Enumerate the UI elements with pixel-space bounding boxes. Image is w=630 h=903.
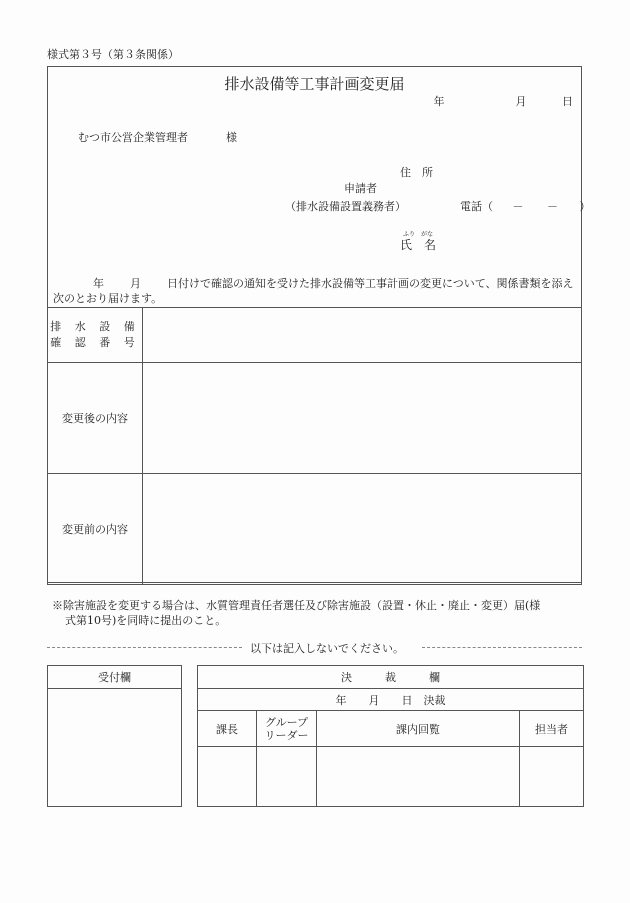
phone-label: 電話（ (460, 200, 493, 213)
col-internal-circulation: 課内回覧 (317, 711, 520, 747)
para-text: 日付けで確認の通知を受けた排水設備等工事計画の変更について、関係書類を添え次のとおり届けます。 (53, 277, 574, 305)
phone-separator: － (547, 200, 558, 213)
applicant-label: 申請者 (344, 182, 377, 195)
decision-box (197, 665, 584, 807)
name-label: 氏 名 (400, 238, 437, 252)
col-section-chief: 課長 (198, 711, 257, 747)
table-row (48, 308, 582, 363)
date-day-field[interactable]: 日 (562, 95, 573, 108)
date-year-field[interactable]: 年 (433, 95, 445, 108)
dashed-divider (422, 647, 582, 648)
label-line: 確 認 番 号 (50, 336, 140, 349)
decision-date-line[interactable]: 年 月 日 決裁 (198, 689, 584, 711)
reception-field[interactable] (48, 689, 182, 807)
confirmation-number-label (48, 308, 143, 363)
applicant-sub-label: （排水設備設置義務者） (285, 200, 406, 213)
submission-date (434, 95, 574, 109)
table-row (48, 474, 582, 585)
internal-circulation-field[interactable] (317, 747, 520, 807)
form-main-box (47, 66, 591, 583)
para-year-field[interactable]: 年 (93, 277, 104, 290)
before-change-field[interactable] (143, 474, 582, 585)
change-details-table (47, 307, 582, 585)
dashed-divider (47, 647, 242, 648)
addressee-name: むつ市公営企業管理者 (78, 131, 188, 144)
note-line-1: ※除害施設を変更する場合は、水質管理責任者選任及び除害施設（設置・休止・廃止・変更）届(様 (52, 599, 541, 612)
form-title: 排水設備等工事計画変更届 (224, 75, 405, 93)
reception-header: 受付欄 (48, 666, 182, 689)
office-use-separator (47, 640, 582, 654)
after-change-label: 変更後の内容 (48, 363, 143, 474)
note-line-2: 式第10号)を同時に提出のこと。 (65, 614, 227, 627)
address-label[interactable]: 住 所 (400, 166, 433, 179)
form-number: 様式第３号（第３条関係） (47, 48, 179, 61)
before-change-label: 変更前の内容 (48, 474, 143, 585)
person-in-charge-stamp-field[interactable] (520, 747, 584, 807)
col-group-leader-line1: グループ (264, 715, 309, 729)
phone-close: ） (579, 200, 591, 213)
phone-separator: － (512, 200, 524, 213)
col-group-leader (257, 711, 317, 747)
addressee-honorific: 様 (226, 131, 237, 144)
date-month-field[interactable]: 月 (515, 95, 527, 108)
separator-text: 以下は記入しないでください。 (250, 642, 404, 655)
name-furigana-label: ふり がな (403, 231, 434, 238)
note-text (52, 598, 582, 628)
para-month-field[interactable]: 月 (130, 277, 141, 290)
declaration-paragraph (53, 276, 581, 306)
group-leader-stamp-field[interactable] (257, 747, 317, 807)
reception-box (47, 665, 182, 807)
col-person-in-charge: 担当者 (520, 711, 584, 747)
confirmation-number-field[interactable] (143, 308, 582, 363)
after-change-field[interactable] (143, 363, 582, 474)
name-field[interactable] (400, 231, 436, 252)
section-chief-stamp-field[interactable] (198, 747, 257, 807)
col-group-leader-line2: リーダー (264, 728, 309, 742)
decision-header: 決 裁 欄 (198, 666, 584, 689)
phone-field[interactable] (460, 200, 591, 214)
addressee (78, 131, 237, 145)
label-line: 排 水 設 備 (50, 320, 140, 333)
table-row (48, 363, 582, 474)
